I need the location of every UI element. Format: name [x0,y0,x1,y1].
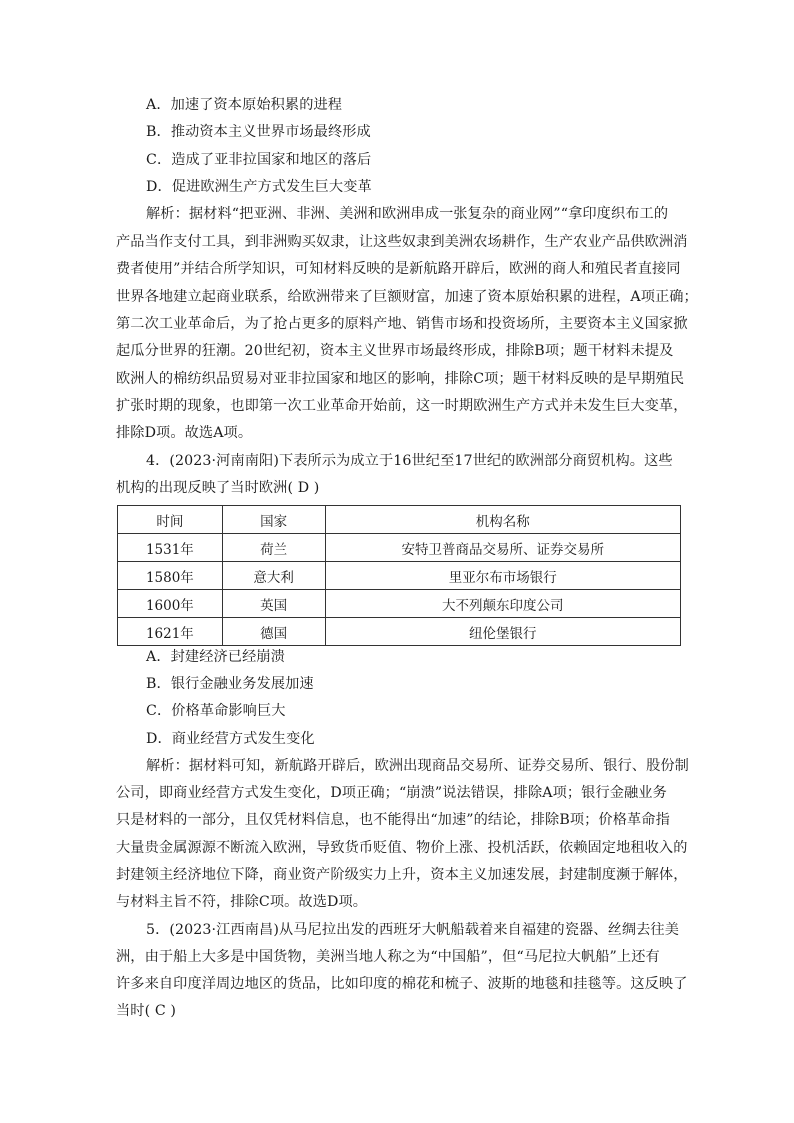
table-row [118,618,681,646]
table-row [118,590,681,618]
q5-stem-line: 许多来自印度洋周边地区的货品，比如印度的棉花和梳子、波斯的地毯和挂毯等。这反映了 [116,976,688,992]
q5-stem-line: 5．(2023·江西南昌)从马尼拉出发的西班牙大帆船载着来自福建的瓷器、丝绸去往美 [146,922,680,938]
cell-institution: 里亚尔布市场银行 [325,562,680,590]
q3-option-a: A．加速了资本原始积累的进程 [146,97,343,113]
q3-option-c: C．造成了亚非拉国家和地区的落后 [146,152,372,168]
q4-stem-line: 机构的出现反映了当时欧洲( D ) [116,480,320,496]
table-row [118,562,681,590]
q5-stem-line: 当时( C ) [116,1003,177,1019]
q3-option-b: B．推动资本主义世界市场最终形成 [146,124,371,140]
q3-analysis-line: 起瓜分世界的狂潮。20世纪初，资本主义世界市场最终形成，排除B项；题干材料未提及 [116,343,674,359]
cell-country: 德国 [222,618,325,646]
cell-country: 荷兰 [222,534,325,562]
q3-analysis-line: 产品当作支付工具，到非洲购买奴隶，让这些奴隶到美洲农场耕作，生产农业产品供欧洲消 [116,234,688,250]
header-time: 时间 [118,506,223,534]
q3-option-d: D．促进欧洲生产方式发生巨大变革 [146,179,372,195]
cell-institution: 大不列颠东印度公司 [325,590,680,618]
q4-analysis-line: 解析：据材料可知，新航路开辟后，欧洲出现商品交易所、证券交易所、银行、股份制 [146,758,689,774]
cell-country: 英国 [222,590,325,618]
cell-time: 1580年 [118,562,223,590]
cell-time: 1621年 [118,618,223,646]
q4-option-a: A．封建经济已经崩溃 [146,649,285,665]
q3-analysis-line: 扩张时期的现象，也即第一次工业革命开始前，这一时期欧洲生产方式并未发生巨大变革， [116,398,688,414]
cell-country: 意大利 [222,562,325,590]
institutions-table [117,505,681,646]
table-row [118,534,681,562]
q3-analysis-line: 世界各地建立起商业联系，给欧洲带来了巨额财富，加速了资本原始积累的进程，A项正确； [116,289,698,305]
q4-analysis-line: 公司，即商业经营方式发生变化，D项正确；“崩溃”说法错误，排除A项；银行金融业务 [116,785,667,801]
q4-analysis-line: 大量贵金属源源不断流入欧洲，导致货币贬值、物价上涨、投机活跃，依赖固定地租收入的 [116,840,688,856]
cell-institution: 安特卫普商品交易所、证券交易所 [325,534,680,562]
cell-institution: 纽伦堡银行 [325,618,680,646]
q4-option-d: D．商业经营方式发生变化 [146,731,315,747]
q5-stem-line: 洲，由于船上大多是中国货物，美洲当地人称之为“中国船”，但“马尼拉大帆船”上还有 [116,949,660,965]
header-country: 国家 [222,506,325,534]
table-header-row [118,506,681,534]
q4-analysis-line: 只是材料的一部分，且仅凭材料信息，也不能得出“加速”的结论，排除B项；价格革命指 [116,812,670,828]
q4-option-b: B．银行金融业务发展加速 [146,676,314,692]
q4-analysis-line: 封建领主经济地位下降，商业资产阶级实力上升，资本主义加速发展，封建制度濒于解体， [116,867,688,883]
q3-analysis-line: 排除D项。故选A项。 [116,425,253,441]
header-institution: 机构名称 [325,506,680,534]
q3-analysis-line: 解析：据材料“把亚洲、非洲、美洲和欧洲串成一张复杂的商业网”“拿印度织布工的 [146,206,669,222]
q4-stem-line: 4．(2023·河南南阳)下表所示为成立于16世纪至17世纪的欧洲部分商贸机构。这些 [146,453,673,469]
q3-analysis-line: 欧洲人的棉纺织品贸易对亚非拉国家和地区的影响，排除C项；题干材料反映的是早期殖民 [116,371,685,387]
q4-option-c: C．价格革命影响巨大 [146,703,286,719]
cell-time: 1600年 [118,590,223,618]
q3-analysis-line: 费者使用”并结合所学知识，可知材料反映的是新航路开辟后，欧洲的商人和殖民者直接同 [116,261,681,277]
q3-analysis-line: 第二次工业革命后，为了抢占更多的原料产地、销售市场和投资场所，主要资本主义国家掀 [116,316,688,332]
cell-time: 1531年 [118,534,223,562]
q4-analysis-line: 与材料主旨不符，排除C项。故选D项。 [116,894,368,910]
